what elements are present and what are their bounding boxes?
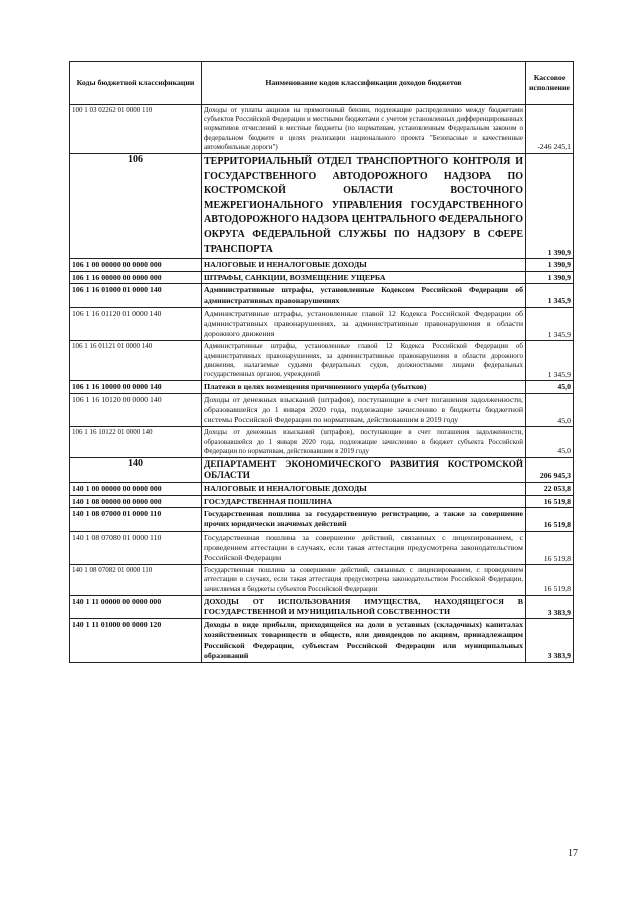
row-name: Платежи в целях возмещения причиненного ущерба (убытков)	[202, 381, 526, 394]
row-name: ГОСУДАРСТВЕННАЯ ПОШЛИНА	[202, 495, 526, 508]
row-amount: 16 519,8	[526, 495, 574, 508]
row-code: 106 1 16 10120 00 0000 140	[70, 393, 202, 427]
row-name: Административные штрафы, установленные главой 12 Кодекса Российской Федерации об административных правонарушениях, за административные правонарушения в области дорожного движения, налагаемые судьями федеральных судов, должностными лицами федеральных государственных органов, учреждений	[202, 341, 526, 381]
row-amount: 16 519,8	[526, 565, 574, 596]
row-code: 106 1 16 10000 00 0000 140	[70, 381, 202, 394]
header-code: Коды бюджетной классификации	[70, 62, 202, 105]
row-name: Государственная пошлина за государственную регистрацию, а также за совершение прочих юридически значимых действий	[202, 508, 526, 531]
row-code: 106 1 16 00000 00 0000 000	[70, 271, 202, 284]
row-name: Доходы от денежных взысканий (штрафов), поступающие в счет погашения задолженности, образовавшейся до 1 января 2020 года, подлежащие зачислению в бюджеты бюджетной системы Российской Федерации по нормативам, действовавшим в 2019 году	[202, 393, 526, 427]
row-name: Государственная пошлина за совершение действий, связанных с лицензированием, с проведением аттестации в случаях, если такая аттестация предусмотрена законодательством Российской Федерации, зачисляемая в бюджеты субъектов Российской Федерации	[202, 565, 526, 596]
table-row	[70, 565, 574, 596]
row-code: 100 1 03 02262 01 0000 110	[70, 105, 202, 154]
table-row	[70, 427, 574, 458]
revenue-table	[69, 61, 574, 663]
row-code: 106 1 16 10122 01 0000 140	[70, 427, 202, 458]
row-code: 140	[70, 458, 202, 483]
table-row	[70, 495, 574, 508]
table-row	[70, 483, 574, 496]
row-code: 106 1 00 00000 00 0000 000	[70, 259, 202, 272]
row-code: 140 1 08 00000 00 0000 000	[70, 495, 202, 508]
row-name: ДЕПАРТАМЕНТ ЭКОНОМИЧЕСКОГО РАЗВИТИЯ КОСТРОМСКОЙ ОБЛАСТИ	[202, 458, 526, 483]
row-code: 106 1 16 01120 01 0000 140	[70, 307, 202, 341]
header-amount: Кассовое исполнение	[526, 62, 574, 105]
row-amount: 206 945,3	[526, 458, 574, 483]
row-code: 140 1 00 00000 00 0000 000	[70, 483, 202, 496]
table-row	[70, 595, 574, 618]
table-row	[70, 393, 574, 427]
row-name: Административные штрафы, установленные главой 12 Кодекса Российской Федерации об административных правонарушениях, за административные правонарушения в области дорожного движения	[202, 307, 526, 341]
row-amount: 45,0	[526, 427, 574, 458]
row-amount: -246 245,1	[526, 105, 574, 154]
row-code: 106 1 16 01000 01 0000 140	[70, 284, 202, 307]
row-name: ТЕРРИТОРИАЛЬНЫЙ ОТДЕЛ ТРАНСПОРТНОГО КОНТРОЛЯ И ГОСУДАРСТВЕННОГО АВТОДОРОЖНОГО НАДЗОРА ПО КОСТРОМСКОЙ ОБЛАСТИ ВОСТОЧНОГО МЕЖРЕГИОНАЛЬНОГО УПРАВЛЕНИЯ ГОСУДАРСТВЕННОГО АВТОДОРОЖНОГО НАДЗОРА ЦЕНТРАЛЬНОГО ФЕДЕРАЛЬНОГО ОКРУГА ФЕДЕРАЛЬНОЙ СЛУЖБЫ ПО НАДЗОРУ В СФЕРЕ ТРАНСПОРТА	[202, 154, 526, 259]
row-name: ДОХОДЫ ОТ ИСПОЛЬЗОВАНИЯ ИМУЩЕСТВА, НАХОДЯЩЕГОСЯ В ГОСУДАРСТВЕННОЙ И МУНИЦИПАЛЬНОЙ СОБСТВЕННОСТИ	[202, 595, 526, 618]
table-header-row	[70, 62, 574, 105]
header-name: Наименование кодов классификации доходов бюджетов	[202, 62, 526, 105]
row-amount: 1 390,9	[526, 154, 574, 259]
table-row	[70, 284, 574, 307]
row-code: 140 1 08 07000 01 0000 110	[70, 508, 202, 531]
row-amount: 1 390,9	[526, 271, 574, 284]
row-amount: 22 053,8	[526, 483, 574, 496]
table-row	[70, 531, 574, 565]
row-amount: 1 345,9	[526, 284, 574, 307]
table-row	[70, 259, 574, 272]
table-row	[70, 105, 574, 154]
row-name: ШТРАФЫ, САНКЦИИ, ВОЗМЕЩЕНИЕ УЩЕРБА	[202, 271, 526, 284]
row-name: Доходы от денежных взысканий (штрафов), поступающие в счет погашения задолженности, образовавшейся до 1 января 2020 года, подлежащие зачислению в бюджет субъекта Российской Федерации по нормативам, действовавшим в 2019 году	[202, 427, 526, 458]
row-amount: 3 383,9	[526, 595, 574, 618]
row-name: Доходы от уплаты акцизов на прямогонный бензин, подлежащие распределению между бюджетами субъектов Российской Федерации и местными бюджетами с учетом установленных дифференцированных нормативов отчислений в местные бюджеты (по нормативам, установленным Федеральным законом о федеральном бюджете в целях реализации национального проекта "Безопасные и качественные автомобильные дороги")	[202, 105, 526, 154]
row-name: Государственная пошлина за совершение действий, связанных с лицензированием, с проведением аттестации в случаях, если такая аттестация предусмотрена законодательством Российской Федерации	[202, 531, 526, 565]
table-row	[70, 619, 574, 663]
row-code: 106 1 16 01121 01 0000 140	[70, 341, 202, 381]
table-row	[70, 508, 574, 531]
table-row	[70, 341, 574, 381]
row-code: 106	[70, 154, 202, 259]
row-name: Доходы в виде прибыли, приходящейся на доли в уставных (складочных) капиталах хозяйственных товариществ и обществ, или дивидендов по акциям, принадлежащим Российской Федерации, субъектам Российской Федерации или муниципальных образований	[202, 619, 526, 663]
table-row	[70, 154, 574, 259]
row-amount: 45,0	[526, 381, 574, 394]
row-amount: 45,0	[526, 393, 574, 427]
row-code: 140 1 08 07082 01 0000 110	[70, 565, 202, 596]
row-code: 140 1 11 00000 00 0000 000	[70, 595, 202, 618]
page-number: 17	[568, 848, 578, 859]
table-row	[70, 307, 574, 341]
row-name: НАЛОГОВЫЕ И НЕНАЛОГОВЫЕ ДОХОДЫ	[202, 259, 526, 272]
row-name: Административные штрафы, установленные Кодексом Российской Федерации об административных правонарушениях	[202, 284, 526, 307]
row-amount: 1 390,9	[526, 259, 574, 272]
table-row	[70, 271, 574, 284]
row-amount: 16 519,8	[526, 531, 574, 565]
row-name: НАЛОГОВЫЕ И НЕНАЛОГОВЫЕ ДОХОДЫ	[202, 483, 526, 496]
table-row	[70, 458, 574, 483]
row-amount: 1 345,9	[526, 307, 574, 341]
table-row	[70, 381, 574, 394]
row-amount: 1 345,9	[526, 341, 574, 381]
row-amount: 3 383,9	[526, 619, 574, 663]
row-code: 140 1 08 07080 01 0000 110	[70, 531, 202, 565]
row-amount: 16 519,8	[526, 508, 574, 531]
row-code: 140 1 11 01000 00 0000 120	[70, 619, 202, 663]
